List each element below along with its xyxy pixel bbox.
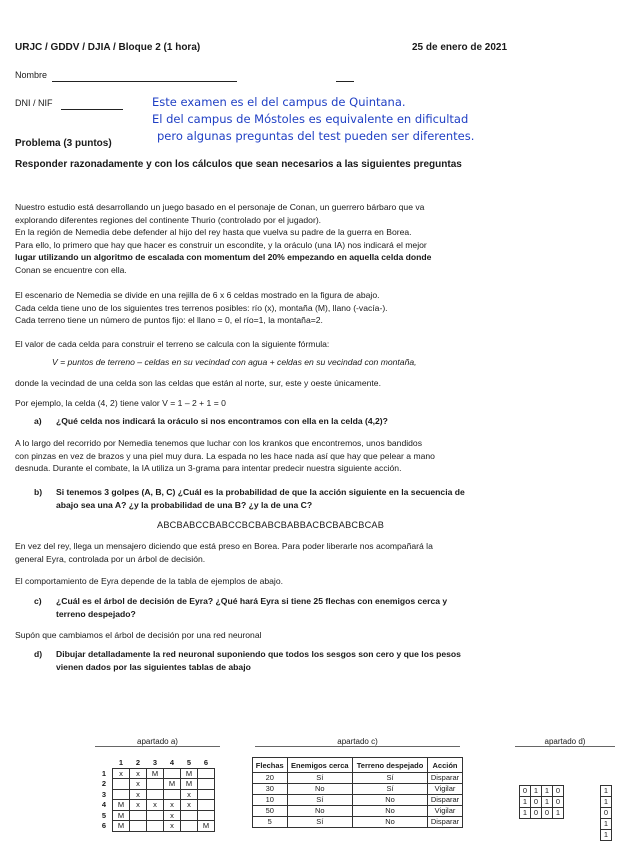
grid-col-header: 3 [152, 758, 158, 768]
decision-table [252, 757, 463, 828]
weight-cell: 1 [520, 797, 531, 808]
terrain-grid [96, 758, 215, 832]
example-text: Por ejemplo, la celda (4, 2) tiene valor V = 1 – 2 + 1 = 0 [15, 398, 226, 408]
course-header: URJC / GDDV / DJIA / Bloque 2 (1 hora) [15, 42, 201, 53]
action-sequence: ABCBABCCBABCCBCBABCBABBACBCBABCBCAB [157, 520, 385, 530]
decision-cell: Disparar [428, 817, 463, 828]
weight-cell: 0 [553, 786, 564, 797]
grid-cell: M [198, 821, 215, 832]
decision-cell: 5 [253, 817, 288, 828]
grid-cell: M [181, 779, 198, 790]
weight-cell: 0 [531, 797, 542, 808]
grid-row [96, 821, 215, 832]
grid-row-header: 5 [101, 810, 107, 820]
weight-cell: 0 [520, 786, 531, 797]
weight-row [520, 808, 564, 819]
decision-cell: Sí [353, 773, 428, 784]
grid-cell: x [164, 821, 181, 832]
question-b-line1: Si tenemos 3 golpes (A, B, C) ¿Cuál es la probabilidad de que la acción siguiente en la secuencia de [56, 487, 465, 497]
neural-text: Supón que cambiamos el árbol de decisión por una red neuronal [15, 630, 262, 640]
combat-paragraph: A lo largo del recorrido por Nemedia tenemos que luchar con los krankos que encontremos, unos bandidos con pinzas en vez de brazos y una piel muy dura. La espada no les hace nada así que hay que pelear a mano desnuda. Durante el combate, la IA utiliza un 3-grama para intentar predecir nuestra siguiente acción. [15, 438, 435, 473]
grid-cell: x [130, 800, 147, 811]
vector-row [601, 797, 612, 808]
grid-row [96, 779, 215, 790]
behavior-text: El comportamiento de Eyra depende de la tabla de ejemplos de abajo. [15, 576, 284, 586]
question-b: b) Si tenemos 3 golpes (A, B, C) ¿Cuál es la probabilidad de que la acción siguiente en la secuencia de abajo sea una A? ¿y la probabilidad de una B? ¿y la de una C? [34, 486, 554, 512]
decision-cell: Vigilar [428, 806, 463, 817]
decision-cell: Vigilar [428, 784, 463, 795]
grid-cell [198, 800, 215, 811]
weight-vector [600, 785, 612, 841]
decision-row [253, 795, 463, 806]
intro-paragraph: Nuestro estudio está desarrollando un juego basado en el personaje de Conan, un guerrero bárbaro que va explorando diferentes regiones del continente Thurio (controlado por el jugador). En la región de Nemedia debe defender al hijo del rey hasta que vuelva su padre de la guerra en Borea. Para ello, lo primero que hay que hacer es construir un escondite, y la oráculo (una IA) nos indicará el mejor lugar utilizando un algoritmo de escalada con momentum del 20% empezando en aquella celda donde Conan se encuentre con ella. [15, 202, 432, 275]
decision-cell: No [287, 806, 353, 817]
decision-cell: 20 [253, 773, 288, 784]
grid-cell [147, 821, 164, 832]
decision-cell: 50 [253, 806, 288, 817]
weight-cell: 1 [542, 797, 553, 808]
name-label: Nombre [15, 70, 48, 80]
dni-field[interactable] [61, 99, 123, 110]
grid-cell [113, 779, 130, 790]
vector-row [601, 808, 612, 819]
grid-row [96, 789, 215, 800]
question-c-line2: terreno despejado? [56, 608, 136, 619]
grid-cell: M [181, 768, 198, 779]
weight-row [520, 797, 564, 808]
decision-cell: Sí [287, 773, 353, 784]
grid-row-header: 4 [101, 800, 107, 810]
dni-label: DNI / NIF [15, 98, 53, 108]
question-a: a) ¿Qué celda nos indicará la oráculo si nos encontramos con ella en la celda (4,2)? [34, 416, 388, 426]
messenger-paragraph: En vez del rey, llega un mensajero diciendo que está preso en Borea. Para poder liberarle nos acompañará la general Eyra, controlada por un árbol de decisión. [15, 541, 433, 564]
weight-cell: 1 [553, 808, 564, 819]
grid-cell: x [113, 768, 130, 779]
weight-cell: 0 [553, 797, 564, 808]
grid-col-header: 1 [118, 758, 124, 768]
name-row [15, 69, 354, 82]
decision-cell: 30 [253, 784, 288, 795]
grid-cell [164, 789, 181, 800]
grid-row [96, 768, 215, 779]
decision-row [253, 806, 463, 817]
vector-row [601, 786, 612, 797]
decision-cell: No [287, 784, 353, 795]
grid-header-row [96, 758, 215, 768]
weight-matrix [519, 785, 564, 819]
grid-col-header: 5 [186, 758, 192, 768]
decision-cell: No [353, 817, 428, 828]
vector-row [601, 830, 612, 841]
caption-a: apartado a) [95, 737, 220, 747]
grid-cell [181, 821, 198, 832]
grid-row-header: 3 [101, 789, 107, 799]
grid-cell [113, 789, 130, 800]
question-c-line1: ¿Cuál es el árbol de decisión de Eyra? ¿Qué hará Eyra si tiene 25 flechas con enemigos cerca y [56, 596, 448, 606]
campus-notice-line2: El del campus de Móstoles es equivalente en dificultad [152, 112, 469, 126]
grid-row-header: 1 [101, 768, 107, 778]
decision-header: Terreno despejado [353, 758, 428, 773]
grid-cell [198, 768, 215, 779]
decision-header: Acción [428, 758, 463, 773]
grid-cell: x [164, 810, 181, 821]
decision-header: Enemigos cerca [287, 758, 353, 773]
grid-col-header: 6 [203, 758, 209, 768]
grid-corner [96, 758, 113, 768]
vector-cell: 1 [601, 819, 612, 830]
decision-row [253, 784, 463, 795]
grid-row [96, 810, 215, 821]
problem-instruction: Responder razonadamente y con los cálculos que sean necesarios a las siguientes preguntas [15, 159, 462, 170]
grid-row [96, 800, 215, 811]
question-d-line1: Dibujar detalladamente la red neuronal suponiendo que todos los sesgos son cero y que los pesos [56, 649, 461, 659]
grid-cell [147, 810, 164, 821]
vector-cell: 0 [601, 808, 612, 819]
weight-cell: 1 [531, 786, 542, 797]
question-d: d) Dibujar detalladamente la red neuronal suponiendo que todos los sesgos son cero y que los pesos vienen dados por las siguientes tablas de abajo [34, 648, 554, 674]
grid-cell [147, 779, 164, 790]
grid-cell: x [130, 789, 147, 800]
decision-cell: No [353, 806, 428, 817]
grid-cell: x [130, 779, 147, 790]
decision-header-row [253, 758, 463, 773]
exam-date: 25 de enero de 2021 [412, 42, 508, 53]
grid-cell [147, 789, 164, 800]
grid-cell [164, 768, 181, 779]
scenario-paragraph: El escenario de Nemedia se divide en una rejilla de 6 x 6 celdas mostrado en la figura de abajo. Cada celda tiene uno de los siguientes tres terrenos posibles: río (x), montaña (M), llano (-vacía-). Cada terreno tiene un número de puntos fijo: el llano = 0, el río=1, la montaña=2. [15, 290, 388, 325]
formula: V = puntos de terreno – celdas en su vecindad con agua + celdas en su vecindad con montaña, [52, 357, 417, 367]
name-field[interactable] [52, 71, 237, 82]
name-extra-field[interactable] [336, 71, 354, 82]
grid-cell: x [181, 789, 198, 800]
question-b-line2: abajo sea una A? ¿y la probabilidad de una B? ¿y la de una C? [56, 499, 313, 510]
caption-d: apartado d) [515, 737, 615, 747]
vector-cell: 1 [601, 830, 612, 841]
weight-row [520, 786, 564, 797]
caption-c: apartado c) [255, 737, 460, 747]
vector-cell: 1 [601, 797, 612, 808]
campus-notice-line3: pero algunas preguntas del test pueden ser diferentes. [157, 129, 475, 143]
grid-cell: x [181, 800, 198, 811]
decision-row [253, 817, 463, 828]
grid-row-header: 6 [101, 821, 107, 831]
campus-notice-line1: Este examen es el del campus de Quintana. [152, 95, 406, 109]
grid-col-header: 4 [169, 758, 175, 768]
decision-cell: Disparar [428, 795, 463, 806]
decision-header: Flechas [253, 758, 288, 773]
grid-col-header: 2 [135, 758, 141, 768]
grid-cell [130, 810, 147, 821]
grid-cell [198, 810, 215, 821]
question-c: c) ¿Cuál es el árbol de decisión de Eyra? ¿Qué hará Eyra si tiene 25 flechas con enemigos cerca y terreno despejado? [34, 595, 554, 621]
grid-cell: x [147, 800, 164, 811]
grid-cell [198, 789, 215, 800]
grid-cell: M [113, 810, 130, 821]
grid-cell [198, 779, 215, 790]
grid-cell: M [147, 768, 164, 779]
value-intro: El valor de cada celda para construir el terreno se calcula con la siguiente fórmula: [15, 339, 330, 349]
decision-cell: Sí [287, 817, 353, 828]
weight-cell: 1 [520, 808, 531, 819]
weight-cell: 0 [531, 808, 542, 819]
decision-cell: Disparar [428, 773, 463, 784]
grid-row-header: 2 [101, 779, 107, 789]
grid-cell [130, 821, 147, 832]
vector-row [601, 819, 612, 830]
vector-cell: 1 [601, 786, 612, 797]
problem-title: Problema (3 puntos) [15, 138, 112, 149]
question-d-line2: vienen dados por las siguientes tablas de abajo [56, 661, 251, 672]
grid-cell: M [113, 821, 130, 832]
weight-cell: 1 [542, 786, 553, 797]
grid-cell: x [130, 768, 147, 779]
weight-cell: 0 [542, 808, 553, 819]
decision-row [253, 773, 463, 784]
neighborhood-text: donde la vecindad de una celda son las celdas que están al norte, sur, este y oeste únicamente. [15, 378, 381, 388]
grid-cell: x [164, 800, 181, 811]
grid-cell [181, 810, 198, 821]
decision-cell: 10 [253, 795, 288, 806]
grid-cell: M [164, 779, 181, 790]
dni-row [15, 97, 123, 110]
decision-cell: No [353, 795, 428, 806]
decision-cell: Sí [353, 784, 428, 795]
grid-cell: M [113, 800, 130, 811]
decision-cell: Sí [287, 795, 353, 806]
